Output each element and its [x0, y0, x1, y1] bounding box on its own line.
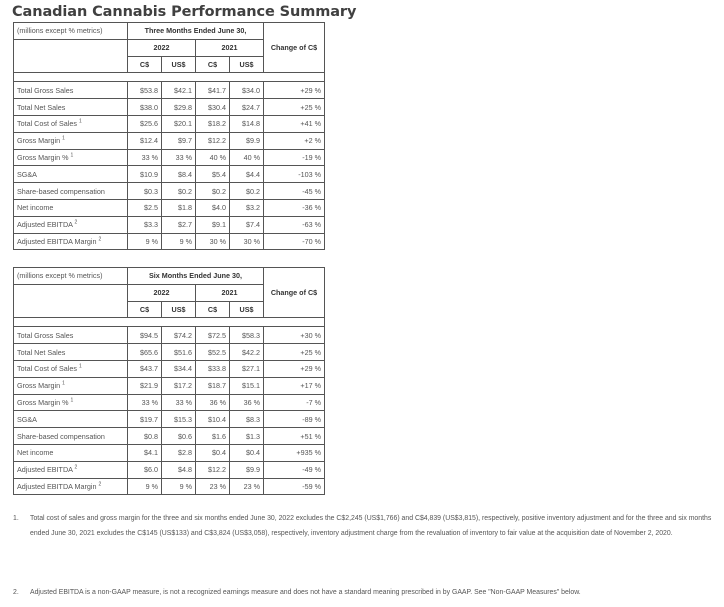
- table-row: [14, 149, 325, 166]
- value-cell: $12.2: [196, 132, 230, 149]
- row-label: [14, 461, 128, 478]
- table-row: [14, 461, 325, 478]
- change-cell: +2 %: [264, 132, 325, 149]
- row-label: [14, 478, 128, 495]
- value-cell: $34.4: [162, 360, 196, 377]
- year-header: 2022: [128, 284, 196, 301]
- value-cell: $1.6: [196, 428, 230, 445]
- change-cell: -45 %: [264, 183, 325, 200]
- value-cell: $0.2: [196, 183, 230, 200]
- change-header: Change of C$: [264, 268, 325, 318]
- value-cell: $52.5: [196, 344, 230, 361]
- change-cell: -59 %: [264, 478, 325, 495]
- change-cell: +29 %: [264, 360, 325, 377]
- row-label: [14, 115, 128, 132]
- value-cell: 33 %: [128, 149, 162, 166]
- currency-header: US$: [162, 301, 196, 318]
- value-cell: $27.1: [230, 360, 264, 377]
- value-cell: $7.4: [230, 216, 264, 233]
- value-cell: $2.7: [162, 216, 196, 233]
- value-cell: $25.6: [128, 115, 162, 132]
- row-label: [14, 149, 128, 166]
- value-cell: $72.5: [196, 327, 230, 344]
- row-label-text: Gross Margin %: [17, 397, 69, 407]
- footnote-ref: 2: [98, 236, 102, 243]
- value-cell: $0.6: [162, 428, 196, 445]
- row-label-text: Gross Margin: [17, 381, 61, 391]
- footnote-ref: 1: [70, 152, 74, 159]
- value-cell: 9 %: [162, 478, 196, 495]
- value-cell: 30 %: [196, 233, 230, 250]
- row-label-text: Adjusted EBITDA: [17, 465, 73, 475]
- value-cell: $43.7: [128, 360, 162, 377]
- row-label-text: Share-based compensation: [17, 186, 105, 196]
- table-row: [14, 394, 325, 411]
- row-label-text: Adjusted EBITDA Margin: [17, 236, 97, 246]
- table-body: [14, 327, 325, 495]
- value-cell: $0.2: [162, 183, 196, 200]
- currency-header: C$: [196, 301, 230, 318]
- row-label: [14, 411, 128, 428]
- row-label: [14, 377, 128, 394]
- value-cell: $12.4: [128, 132, 162, 149]
- footnote-number: 2.: [13, 589, 19, 596]
- value-cell: $10.9: [128, 166, 162, 183]
- value-cell: $29.8: [162, 99, 196, 116]
- row-label: [14, 327, 128, 344]
- footnote-ref: 2: [74, 219, 78, 226]
- currency-header: C$: [128, 56, 162, 73]
- value-cell: 9 %: [128, 233, 162, 250]
- value-cell: $21.9: [128, 377, 162, 394]
- row-label-text: Total Cost of Sales: [17, 119, 77, 129]
- value-cell: 36 %: [230, 394, 264, 411]
- currency-header: C$: [196, 56, 230, 73]
- value-cell: $4.4: [230, 166, 264, 183]
- value-cell: 33 %: [162, 394, 196, 411]
- row-label: [14, 216, 128, 233]
- three-months-table: [13, 22, 325, 250]
- value-cell: $41.7: [196, 82, 230, 99]
- currency-header: C$: [128, 301, 162, 318]
- table-row: [14, 444, 325, 461]
- footnote-text: Total cost of sales and gross margin for the three and six months ended June 30, 2022 excludes the C$2,245 (US$1,766) and C$4,839 (US$3,815), respectively, positive inventory adjustment and for the three and six months ended June 30, 2021 excludes the C$145 (US$133) and C$3,824 (US$3,058), respectively, inventory adjustment charge from the revaluation of inventory to fair value at the acquisition date of November 2, 2020.: [30, 515, 712, 537]
- period-header: Three Months Ended June 30,: [128, 23, 264, 40]
- value-cell: 40 %: [230, 149, 264, 166]
- table-row: [14, 360, 325, 377]
- value-cell: $65.6: [128, 344, 162, 361]
- value-cell: $3.3: [128, 216, 162, 233]
- value-cell: $1.3: [230, 428, 264, 445]
- value-cell: $24.7: [230, 99, 264, 116]
- value-cell: $94.5: [128, 327, 162, 344]
- table-row: [14, 82, 325, 99]
- value-cell: $8.4: [162, 166, 196, 183]
- footnote-text: Adjusted EBITDA is a non-GAAP measure, is not a recognized earnings measure and does not have a standard meaning prescribed in by GAAP. See "Non-GAAP Measures" below.: [30, 589, 581, 596]
- change-header: Change of C$: [264, 23, 325, 73]
- unit-label: (millions except % metrics): [14, 268, 128, 285]
- footnote-ref: 2: [98, 481, 102, 488]
- table-row: [14, 216, 325, 233]
- row-label-text: Gross Margin %: [17, 152, 69, 162]
- value-cell: $8.3: [230, 411, 264, 428]
- table-row: [14, 183, 325, 200]
- value-cell: 33 %: [162, 149, 196, 166]
- value-cell: $4.0: [196, 199, 230, 216]
- row-label-text: Share-based compensation: [17, 431, 105, 441]
- row-label: [14, 444, 128, 461]
- row-label: [14, 82, 128, 99]
- footnote-ref: 1: [62, 135, 65, 142]
- row-label: [14, 132, 128, 149]
- value-cell: $42.2: [230, 344, 264, 361]
- row-label: [14, 344, 128, 361]
- spacer-row: [14, 318, 325, 327]
- row-label-text: Adjusted EBITDA: [17, 220, 73, 230]
- value-cell: 23 %: [230, 478, 264, 495]
- currency-header: US$: [230, 56, 264, 73]
- table-row: [14, 233, 325, 250]
- row-label: [14, 183, 128, 200]
- value-cell: $12.2: [196, 461, 230, 478]
- value-cell: $5.4: [196, 166, 230, 183]
- change-cell: +29 %: [264, 82, 325, 99]
- value-cell: $3.2: [230, 199, 264, 216]
- change-cell: -19 %: [264, 149, 325, 166]
- change-cell: -89 %: [264, 411, 325, 428]
- row-label: [14, 394, 128, 411]
- spacer-row: [14, 73, 325, 82]
- value-cell: $0.2: [230, 183, 264, 200]
- footnote-number: 1.: [13, 515, 19, 522]
- value-cell: $2.5: [128, 199, 162, 216]
- row-label-text: Total Cost of Sales: [17, 364, 77, 374]
- unit-label: (millions except % metrics): [14, 23, 128, 40]
- value-cell: $74.2: [162, 327, 196, 344]
- value-cell: $42.1: [162, 82, 196, 99]
- value-cell: $14.8: [230, 115, 264, 132]
- value-cell: $2.8: [162, 444, 196, 461]
- value-cell: 9 %: [162, 233, 196, 250]
- row-label-text: Total Net Sales: [17, 102, 66, 112]
- change-cell: +30 %: [264, 327, 325, 344]
- value-cell: $18.2: [196, 115, 230, 132]
- value-cell: $30.4: [196, 99, 230, 116]
- row-label-text: SG&A: [17, 169, 37, 179]
- value-cell: 36 %: [196, 394, 230, 411]
- change-cell: -7 %: [264, 394, 325, 411]
- value-cell: $18.7: [196, 377, 230, 394]
- period-header: Six Months Ended June 30,: [128, 268, 264, 285]
- value-cell: 40 %: [196, 149, 230, 166]
- currency-header: US$: [162, 56, 196, 73]
- header-blank: [14, 39, 128, 73]
- row-label: [14, 199, 128, 216]
- value-cell: $58.3: [230, 327, 264, 344]
- table-row: [14, 99, 325, 116]
- table-row: [14, 115, 325, 132]
- value-cell: 33 %: [128, 394, 162, 411]
- value-cell: $6.0: [128, 461, 162, 478]
- footnote-ref: 2: [74, 464, 78, 471]
- value-cell: $0.3: [128, 183, 162, 200]
- change-cell: -36 %: [264, 199, 325, 216]
- value-cell: $0.8: [128, 428, 162, 445]
- value-cell: $19.7: [128, 411, 162, 428]
- footnote-ref: 1: [70, 397, 74, 404]
- table-row: [14, 344, 325, 361]
- row-label: [14, 360, 128, 377]
- table-row: [14, 132, 325, 149]
- header-blank: [14, 284, 128, 318]
- change-cell: +935 %: [264, 444, 325, 461]
- value-cell: $34.0: [230, 82, 264, 99]
- change-cell: +51 %: [264, 428, 325, 445]
- table-row: [14, 478, 325, 495]
- six-months-table: [13, 267, 325, 495]
- year-header: 2022: [128, 39, 196, 56]
- change-cell: -103 %: [264, 166, 325, 183]
- value-cell: $0.4: [196, 444, 230, 461]
- value-cell: $9.9: [230, 461, 264, 478]
- row-label-text: Total Net Sales: [17, 347, 66, 357]
- value-cell: $10.4: [196, 411, 230, 428]
- row-label-text: Total Gross Sales: [17, 330, 74, 340]
- value-cell: 23 %: [196, 478, 230, 495]
- value-cell: $53.8: [128, 82, 162, 99]
- change-cell: +17 %: [264, 377, 325, 394]
- change-cell: -49 %: [264, 461, 325, 478]
- footnote-ref: 1: [62, 380, 65, 387]
- page-title: Canadian Cannabis Performance Summary: [12, 4, 357, 20]
- change-cell: -63 %: [264, 216, 325, 233]
- table-row: [14, 327, 325, 344]
- year-header: 2021: [196, 284, 264, 301]
- value-cell: 9 %: [128, 478, 162, 495]
- value-cell: $1.8: [162, 199, 196, 216]
- value-cell: $20.1: [162, 115, 196, 132]
- row-label-text: Gross Margin: [17, 136, 61, 146]
- value-cell: $9.7: [162, 132, 196, 149]
- change-cell: +25 %: [264, 344, 325, 361]
- table-row: [14, 428, 325, 445]
- currency-header: US$: [230, 301, 264, 318]
- footnote-ref: 1: [78, 363, 82, 370]
- value-cell: $38.0: [128, 99, 162, 116]
- year-header: 2021: [196, 39, 264, 56]
- value-cell: $9.9: [230, 132, 264, 149]
- change-cell: +41 %: [264, 115, 325, 132]
- table-row: [14, 377, 325, 394]
- row-label-text: SG&A: [17, 414, 37, 424]
- row-label-text: Total Gross Sales: [17, 85, 74, 95]
- value-cell: $51.6: [162, 344, 196, 361]
- change-cell: +25 %: [264, 99, 325, 116]
- value-cell: $4.8: [162, 461, 196, 478]
- value-cell: $17.2: [162, 377, 196, 394]
- footnote-ref: 1: [78, 118, 82, 125]
- row-label: [14, 166, 128, 183]
- row-label: [14, 233, 128, 250]
- value-cell: $0.4: [230, 444, 264, 461]
- row-label-text: Adjusted EBITDA Margin: [17, 481, 97, 491]
- row-label: [14, 428, 128, 445]
- table-row: [14, 166, 325, 183]
- value-cell: $15.3: [162, 411, 196, 428]
- row-label-text: Net income: [17, 448, 54, 458]
- value-cell: 30 %: [230, 233, 264, 250]
- table-row: [14, 199, 325, 216]
- change-cell: -70 %: [264, 233, 325, 250]
- table-body: [14, 82, 325, 250]
- value-cell: $9.1: [196, 216, 230, 233]
- row-label-text: Net income: [17, 203, 54, 213]
- value-cell: $4.1: [128, 444, 162, 461]
- value-cell: $15.1: [230, 377, 264, 394]
- value-cell: $33.8: [196, 360, 230, 377]
- table-row: [14, 411, 325, 428]
- row-label: [14, 99, 128, 116]
